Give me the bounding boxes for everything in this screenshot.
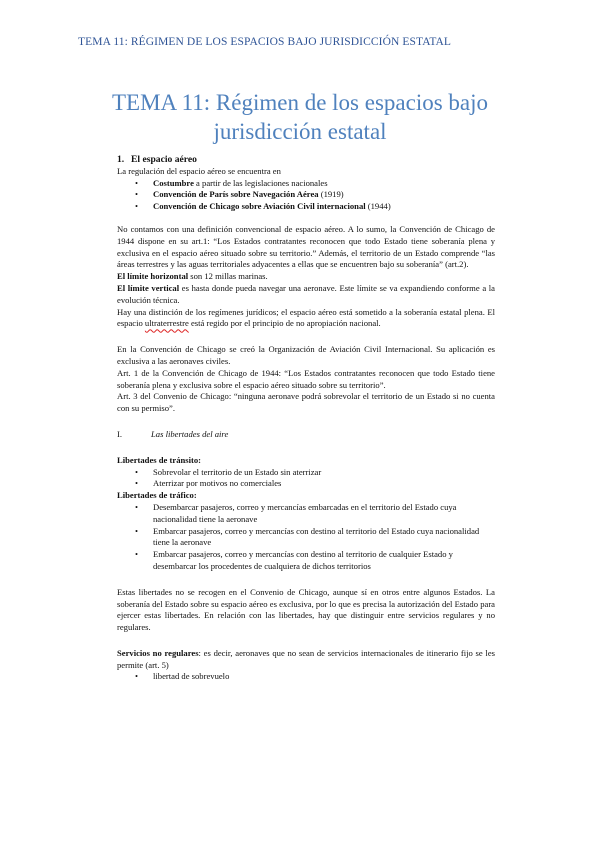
list-item: • Desembarcar pasajeros, correo y mercancías embarcadas en el territorio del Estado cuya nacionalidad tiene la aeronave — [135, 501, 457, 524]
running-header: TEMA 11: RÉGIMEN DE LOS ESPACIOS BAJO JURISDICCIÓN ESTATAL — [78, 36, 452, 48]
transit-heading: Libertades de tránsito: — [117, 454, 202, 465]
transit-list — [117, 467, 495, 491]
document-title — [60, 88, 540, 146]
paragraph-art3: Art. 3 del Convenio de Chicago: “ninguna aeronave podrá sobrevolar el territorio de un Estado si no cuenta con su permiso”. — [117, 391, 495, 414]
paragraph-vertical-limit: El límite vertical es hasta donde pueda navegar una aeronave. Este límite se va expandiendo conforme a la evolución técnica. — [117, 282, 495, 305]
list-item: • Convención de Chicago sobre Aviación Civil internacional (1944) — [135, 201, 391, 212]
list-item: • Embarcar pasajeros, correo y mercancías con destino al territorio de cualquier Estado y desembarcar los procedentes de cualquiera de dichos territorios — [135, 549, 453, 571]
paragraph-non-regular: Servicios no regulares: es decir, aeronaves que no sean de servicios internacionales de itinerario fijo se les permite (art. 5) — [117, 647, 495, 670]
paragraph-regimes: Hay una distinción de los regímenes jurídicos; el espacio aéreo está sometido a la soberanía estatal plena. El espacio ultraterrestre está regido por el principio de no apropiación nacional. — [117, 306, 495, 329]
list-item: • Embarcar pasajeros, correo y mercancías con destino al territorio del Estado cuya nacionalidad tiene la aeronave — [135, 525, 480, 548]
paragraph-horizontal-limit: El límite horizontal son 12 millas marinas. — [117, 271, 268, 282]
list-item: • Costumbre a partir de las legislaciones nacionales — [135, 177, 328, 188]
spellcheck-word: ultraterrestre — [144, 318, 189, 329]
section-number: I. — [117, 428, 123, 439]
list-item: • Aterrizar por motivos no comerciales — [135, 478, 282, 489]
bullet-icon: • — [135, 466, 139, 477]
section-heading-2 — [117, 429, 495, 441]
paragraph-art1: Art. 1 de la Convención de Chicago de 1944: “Los Estados contratantes reconocen que todo Estado tiene soberanía plena y exclusiva sobre el espacio aéreo situado sobre su territorio”. — [117, 367, 495, 390]
list-item: • Sobrevolar el territorio de un Estado sin aterrizar — [135, 466, 322, 477]
list-item: • Convención de París sobre Navegación Aérea (1919) — [135, 189, 344, 200]
list-item: • libertad de sobrevuelo — [135, 671, 230, 682]
document-body — [117, 154, 495, 683]
paragraph-oaci: En la Convención de Chicago se creó la Organización de Aviación Civil Internacional. Su aplicación es exclusiva a las aeronaves civiles. — [117, 344, 495, 366]
bullet-icon: • — [135, 189, 139, 200]
bullet-icon: • — [135, 525, 139, 536]
intro-text: La regulación del espacio aéreo se encuentra en — [117, 165, 281, 176]
paragraph-freedoms: Estas libertades no se recogen en el Convenio de Chicago, aunque sí en otros entre algunos Estados. La soberanía del Estado sobre su espacio aéreo es exclusiva, por lo que es precisa la autorización del Estado para ejercer estas libertades. En relación con las libertades, hay que distinguir entre servicios regulares y no regulares. — [117, 586, 495, 633]
bullet-icon: • — [135, 478, 139, 489]
paragraph-definition: No contamos con una definición convencional de espacio aéreo. A lo sumo, la Convención de Chicago de 1944 dispone en su art.1: “Los Estados contratantes reconocen que todo Estado tiene soberanía plena y exclusiva en el espacio aéreo situado sobre su territorio.” Además, el territorio de un Estado comprende “las áreas terrestres y las aguas territoriales adyacentes a ellas que se encuentren bajo su soberanía” (art.2). — [117, 223, 495, 270]
section-number: 1. — [117, 154, 125, 165]
sources-list — [117, 178, 495, 213]
bullet-icon: • — [135, 549, 139, 560]
traffic-heading: Libertades de tráfico: — [117, 490, 197, 501]
bullet-icon: • — [135, 501, 139, 512]
non-regular-list — [117, 671, 495, 683]
title-line-1: TEMA 11: Régimen de los espacios bajo — [111, 90, 489, 115]
bullet-icon: • — [135, 201, 139, 212]
section-title: El espacio aéreo — [131, 154, 197, 165]
section-title: Las libertades del aire — [151, 428, 229, 439]
bullet-icon: • — [135, 671, 139, 682]
section-heading-1 — [117, 154, 495, 166]
traffic-list — [117, 502, 495, 573]
bullet-icon: • — [135, 177, 139, 188]
title-line-2: jurisdicción estatal — [213, 119, 387, 144]
